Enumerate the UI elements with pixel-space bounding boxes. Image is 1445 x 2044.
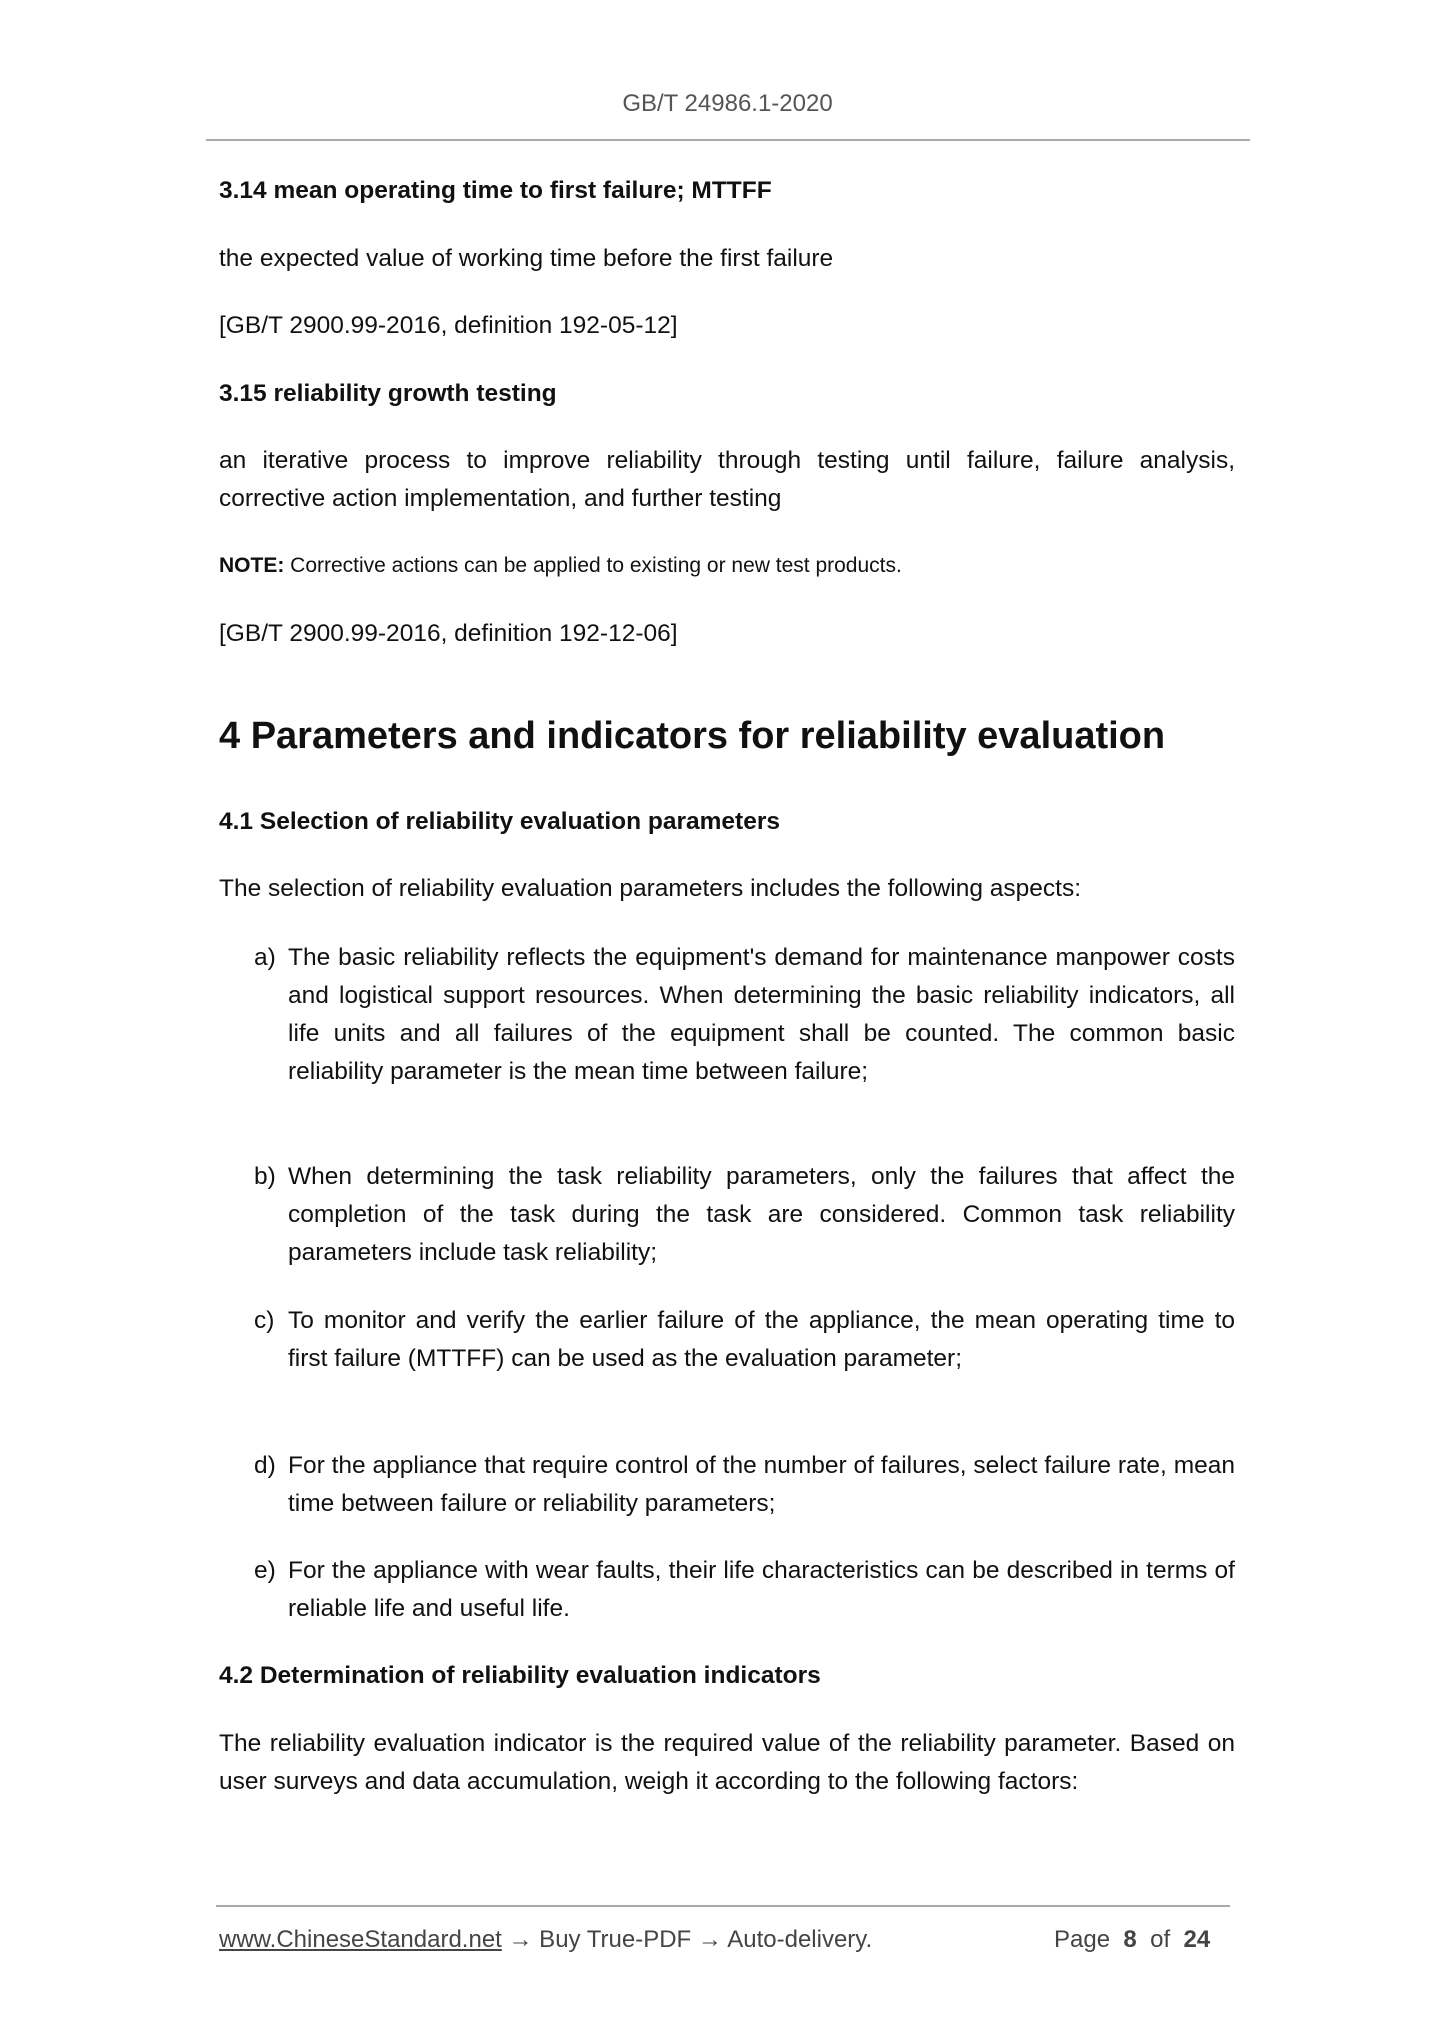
footer-divider	[216, 1905, 1230, 1907]
page-label: Page	[1054, 1926, 1111, 1953]
list-text: To monitor and verify the earlier failure of the appliance, the mean operating time to first failure (MTTFF) can be used as the evaluation parameter;	[288, 1307, 1235, 1372]
list-label: d)	[254, 1452, 276, 1479]
footer-promo-text: → Buy True-PDF → Auto-delivery.	[501, 1926, 873, 1953]
page-number: 8	[1123, 1926, 1137, 1953]
note-text: Corrective actions can be applied to existing or new test products.	[284, 554, 902, 577]
list-label: a)	[254, 944, 276, 971]
page-total: 24	[1183, 1926, 1211, 1953]
section-4-2-heading: 4.2 Determination of reliability evaluation indicators	[219, 1662, 821, 1689]
list-label: c)	[254, 1307, 275, 1334]
list-item	[254, 1158, 1235, 1272]
page-indicator	[1054, 1926, 1210, 1954]
note-label: NOTE:	[219, 554, 285, 577]
list-item	[254, 1552, 1235, 1628]
header-divider	[206, 139, 1250, 141]
website-link[interactable]: www.ChineseStandard.net	[219, 1926, 502, 1953]
list-text: For the appliance that require control of the number of failures, select failure rate, mean time between failure or reliability parameters;	[288, 1452, 1235, 1517]
footer-promo	[219, 1926, 872, 1954]
list-label: b)	[254, 1163, 276, 1190]
section-3-15-note	[219, 547, 1235, 585]
section-4-2-text: The reliability evaluation indicator is the required value of the reliability parameter. Based on user surveys and data accumulation, weigh it according to the following factors:	[219, 1730, 1235, 1795]
document-id-header: GB/T 24986.1-2020	[622, 90, 833, 117]
list-item	[254, 939, 1235, 1091]
section-4-1-heading: 4.1 Selection of reliability evaluation parameters	[219, 808, 780, 835]
list-text: The basic reliability reflects the equipment's demand for maintenance manpower costs and logistical support resources. When determining the basic reliability indicators, all life units and all failures of the equipment shall be counted. The common basic reliability parameter is the mean time between failure;	[288, 944, 1235, 1085]
list-item	[254, 1447, 1235, 1523]
section-3-15-definition: an iterative process to improve reliability through testing until failure, failure analysis, corrective action implementation, and further testing	[219, 447, 1235, 512]
section-4-1-intro: The selection of reliability evaluation parameters includes the following aspects:	[219, 875, 1082, 902]
section-3-15-reference: [GB/T 2900.99-2016, definition 192-12-06]	[219, 620, 678, 647]
section-3-14-heading: 3.14 mean operating time to first failure; MTTFF	[219, 177, 772, 204]
list-text: For the appliance with wear faults, their life characteristics can be described in terms of reliable life and useful life.	[288, 1557, 1235, 1622]
list-item	[254, 1302, 1235, 1378]
list-text: When determining the task reliability parameters, only the failures that affect the completion of the task during the task are considered. Common task reliability parameters include task reliability;	[288, 1163, 1235, 1266]
section-3-14-reference: [GB/T 2900.99-2016, definition 192-05-12]	[219, 312, 678, 339]
of-label: of	[1150, 1926, 1171, 1953]
section-3-14-definition: the expected value of working time before the first failure	[219, 245, 834, 272]
list-label: e)	[254, 1557, 276, 1584]
section-4-heading: 4 Parameters and indicators for reliability evaluation	[219, 715, 1166, 757]
section-3-15-heading: 3.15 reliability growth testing	[219, 380, 557, 407]
